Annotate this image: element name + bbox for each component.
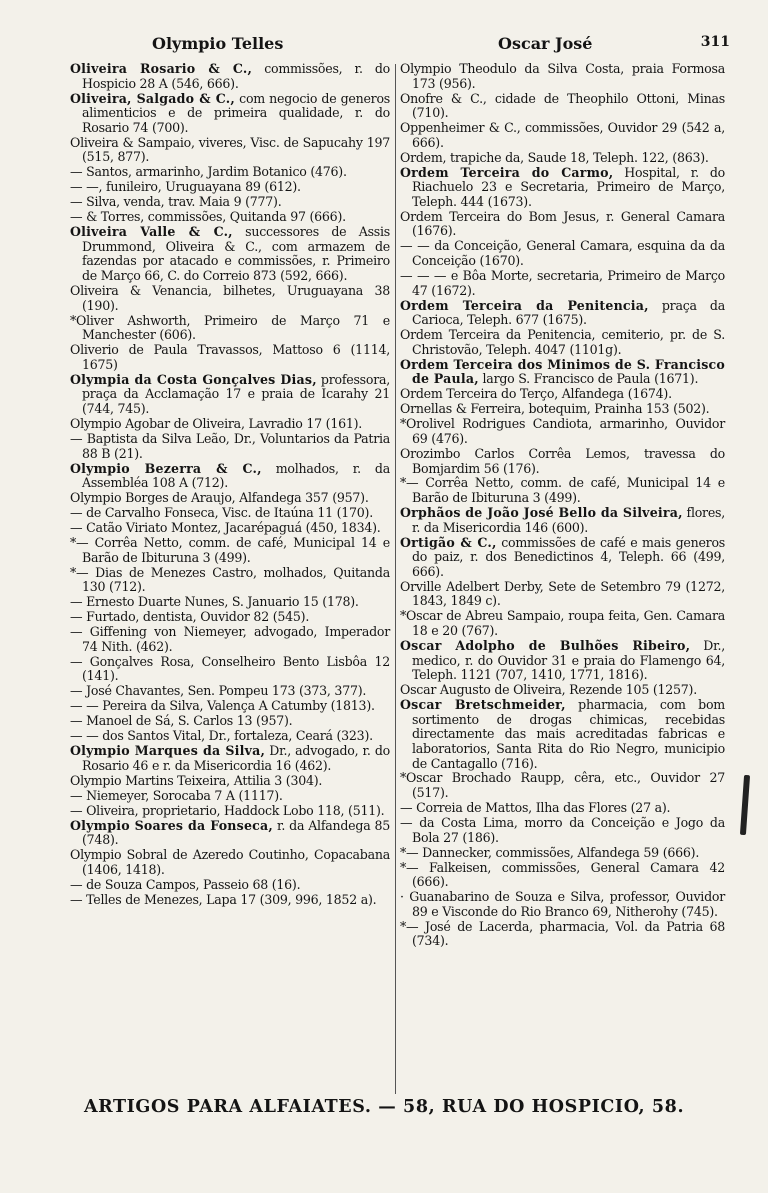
entry-text: · Guanabarino de Souza e Silva, professor, Ouvidor 89 e Visconde do Rio Branco 69, Nitherohy (745).	[400, 889, 725, 919]
entry-text: — José Chavantes, Sen. Pompeu 173 (373, 377).	[70, 683, 367, 699]
entry-text: Olympio Sobral de Azeredo Coutinho, Copacabana (1406, 1418).	[70, 847, 390, 877]
directory-entry	[70, 819, 390, 848]
directory-entry	[70, 180, 390, 195]
header-left-entry: Olympio Telles	[152, 34, 284, 53]
directory-entry	[400, 121, 725, 150]
entry-name: Oliveira Valle & C.,	[70, 224, 233, 240]
entry-text: *— Corrêa Netto, comm. de café, Municipal 14 e Barão de Ibituruna 3 (499).	[70, 535, 390, 565]
directory-entry	[70, 284, 390, 313]
entry-text: — & Torres, commissões, Quitanda 97 (666).	[70, 209, 346, 225]
entry-text: Ordem Terceira da Penitencia, cemiterio, pr. de S. Christovão, Teleph. 4047 (1101g).	[400, 327, 725, 357]
directory-entry	[400, 609, 725, 638]
entry-text: commissões, r. do Hospicio 28 A (546, 666).	[82, 61, 390, 91]
entry-text: Dr., medico, r. do Ouvidor 31 e praia do Flamengo 64, Teleph. 1121 (707, 1410, 1771, 1816).	[412, 637, 726, 683]
entry-text: — Manoel de Sá, S. Carlos 13 (957).	[70, 713, 293, 729]
directory-entry	[400, 387, 725, 402]
entry-text: *— Dannecker, commissões, Alfandega 59 (666).	[400, 844, 700, 860]
entry-name: Olympio Bezerra & C.,	[70, 460, 262, 476]
directory-entry	[400, 92, 725, 121]
directory-entry	[70, 165, 390, 180]
directory-entry	[70, 566, 390, 595]
directory-entry	[70, 343, 390, 372]
entry-name: Ordem Terceira dos Minimos de S. Francisco de Paula,	[400, 356, 725, 387]
directory-entry	[70, 789, 390, 804]
margin-ink-mark	[740, 775, 750, 835]
entry-name: Olympia da Costa Gonçalves Dias,	[70, 371, 317, 387]
directory-entry	[70, 462, 390, 491]
entry-text: — Santos, armarinho, Jardim Botanico (476).	[70, 164, 347, 180]
directory-entry	[70, 506, 390, 521]
directory-entry	[400, 816, 725, 845]
directory-entry	[400, 239, 725, 268]
directory-columns	[70, 62, 732, 1092]
column-divider	[395, 64, 396, 1094]
directory-entry	[70, 744, 390, 773]
entry-text: com negocio de generos alimenticios e de primeira qualidade, r. do Rosario 74 (700).	[82, 90, 390, 135]
entry-text: — Niemeyer, Sorocaba 7 A (1117).	[70, 787, 283, 803]
entry-text: Oscar Augusto de Oliveira, Rezende 105 (1257).	[400, 682, 697, 698]
directory-entry	[70, 491, 390, 506]
entry-name: Ordem Terceira do Carmo,	[400, 164, 614, 180]
directory-entry	[70, 595, 390, 610]
entry-text: — Furtado, dentista, Ouvidor 82 (545).	[70, 609, 310, 625]
entry-text: — — da Conceição, General Camara, esquina da da Conceição (1670).	[400, 238, 725, 269]
directory-entry	[400, 580, 725, 609]
directory-entry	[400, 402, 725, 417]
entry-text: Olympio Borges de Araujo, Alfandega 357 (957).	[70, 490, 369, 506]
entry-text: Orozimbo Carlos Corrêa Lemos, travessa do Bomjardim 56 (176).	[400, 445, 725, 476]
entry-text: *— Falkeisen, commissões, General Camara 42 (666).	[400, 859, 725, 890]
directory-entry	[400, 771, 725, 800]
entry-text: — Gonçalves Rosa, Conselheiro Bento Lisbôa 12 (141).	[70, 653, 390, 684]
directory-entry	[70, 62, 390, 91]
entry-text: *— Dias de Menezes Castro, molhados, Quitanda 130 (712).	[70, 564, 390, 595]
entry-text: Orville Adelbert Derby, Sete de Setembro 79 (1272, 1843, 1849 c).	[400, 578, 725, 609]
entry-text: Oliverio de Paula Travassos, Mattoso 6 (1114, 1675)	[70, 342, 390, 372]
directory-entry	[70, 373, 390, 417]
directory-entry	[70, 536, 390, 565]
entry-text: *— Corrêa Netto, comm. de café, Municipal 14 e Barão de Ibituruna 3 (499).	[400, 475, 725, 506]
directory-entry	[70, 655, 390, 684]
entry-name: Oscar Adolpho de Bulhões Ribeiro,	[400, 637, 691, 653]
directory-entry	[400, 358, 725, 387]
entry-text: — de Souza Campos, Passeio 68 (16).	[70, 876, 301, 892]
entry-text: — Oliveira, proprietario, Haddock Lobo 118, (511).	[70, 802, 385, 818]
entry-text: *Oscar de Abreu Sampaio, roupa feita, Gen. Camara 18 e 20 (767).	[400, 608, 725, 638]
entry-name: Oscar Bretschmeider,	[400, 697, 566, 713]
entry-text: — Correia de Mattos, Ilha das Flores (27 a).	[400, 800, 671, 816]
directory-entry	[70, 521, 390, 536]
directory-entry	[400, 269, 725, 298]
entry-text: Ornellas & Ferreira, botequim, Prainha 153 (502).	[400, 401, 710, 417]
entry-text: — Catão Viriato Montez, Jacarépaguá (450, 1834).	[70, 520, 381, 536]
entry-text: — Giffening von Niemeyer, advogado, Imperador 74 Nith. (462).	[70, 624, 390, 654]
directory-entry	[70, 774, 390, 789]
entry-text: Olympio Martins Teixeira, Attilia 3 (304).	[70, 772, 323, 788]
directory-entry	[70, 432, 390, 461]
directory-entry	[400, 801, 725, 816]
entry-text: r. da Alfandega 85 (748).	[82, 817, 390, 848]
directory-entry	[70, 136, 390, 165]
directory-entry	[400, 62, 725, 91]
footer-advertisement: ARTIGOS PARA ALFAIATES. — 58, RUA DO HOSPICIO, 58.	[84, 1097, 685, 1117]
directory-entry	[70, 878, 390, 893]
entry-text: — Telles de Menezes, Lapa 17 (309, 996, 1852 a).	[70, 891, 377, 907]
directory-entry	[400, 417, 725, 446]
directory-entry	[400, 299, 725, 328]
directory-entry	[400, 639, 725, 683]
entry-text: — —, funileiro, Uruguayana 89 (612).	[70, 179, 301, 195]
entry-text: — da Costa Lima, morro da Conceição e Jogo da Bola 27 (186).	[400, 815, 725, 845]
directory-entry	[70, 610, 390, 625]
directory-entry	[70, 195, 390, 210]
entry-text: *Orolivel Rodrigues Candiota, armarinho, Ouvidor 69 (476).	[400, 416, 725, 446]
entry-name: Oliveira Rosario & C.,	[70, 61, 253, 76]
entry-text: largo S. Francisco de Paula (1671).	[478, 371, 699, 387]
entry-text: — Baptista da Silva Leão, Dr., Voluntarios da Patria 88 B (21).	[70, 430, 390, 461]
directory-entry	[400, 846, 725, 861]
entry-text: pharmacia, com bom sortimento de drogas chimicas, recebidas directamente das mais acreditadas fabricas e laboratorios, Santa Rita do Rio Negro, municipio de Cantagallo (716).	[412, 697, 725, 771]
entry-text: molhados, r. da Assembléa 108 A (712).	[82, 460, 390, 491]
entry-text: — Silva, venda, trav. Maia 9 (777).	[70, 194, 282, 210]
entry-text: *Oscar Brochado Raupp, cêra, etc., Ouvidor 27 (517).	[400, 770, 725, 801]
entry-text: Oliveira & Sampaio, viveres, Visc. de Sapucahy 197 (515, 877).	[70, 134, 390, 165]
entry-name: Olympio Marques da Silva,	[70, 743, 266, 759]
entry-text: Hospital, r. do Riachuelo 23 e Secretaria, Primeiro de Março, Teleph. 444 (1673).	[412, 164, 725, 209]
left-column	[70, 62, 390, 908]
entry-text: — — dos Santos Vital, Dr., fortaleza, Ceará (323).	[70, 728, 373, 744]
entry-text: professora, praça da Acclamação 17 e praia de Icarahy 21 (744, 745).	[82, 371, 390, 416]
entry-text: Oliveira & Venancia, bilhetes, Uruguayana 38 (190).	[70, 283, 390, 313]
directory-entry	[70, 714, 390, 729]
directory-entry	[400, 476, 725, 505]
directory-entry	[400, 210, 725, 239]
directory-entry	[400, 166, 725, 210]
directory-entry	[70, 314, 390, 343]
directory-entry	[400, 151, 725, 166]
entry-text: *Oliver Ashworth, Primeiro de Março 71 e Manchester (606).	[70, 312, 390, 343]
entry-name: Ortigão & C.,	[400, 534, 497, 550]
directory-entry	[70, 625, 390, 654]
directory-entry	[70, 684, 390, 699]
directory-entry	[70, 699, 390, 714]
directory-entry	[70, 893, 390, 908]
directory-entry	[70, 804, 390, 819]
directory-entry	[70, 848, 390, 877]
entry-text: Oppenheimer & C., commissões, Ouvidor 29 (542 a, 666).	[400, 120, 725, 150]
directory-entry	[400, 536, 725, 580]
entry-name: Ordem Terceira da Penitencia,	[400, 297, 649, 313]
entry-text: — de Carvalho Fonseca, Visc. de Itaúna 11 (170).	[70, 505, 373, 521]
entry-text: — — — e Bôa Morte, secretaria, Primeiro de Março 47 (1672).	[400, 268, 725, 298]
entry-text: Ordem, trapiche da, Saude 18, Teleph. 122, (863).	[400, 149, 709, 165]
entry-text: flores, r. da Misericordia 146 (600).	[412, 505, 726, 535]
entry-text: commissões de café e mais generos do paiz, r. dos Benedictinos 4, Teleph. 66 (499, 666).	[412, 534, 725, 579]
entry-text: *— José de Lacerda, pharmacia, Vol. da Patria 68 (734).	[400, 918, 725, 949]
entry-text: Ordem Terceira do Terço, Alfandega (1674).	[400, 386, 672, 402]
right-column	[400, 62, 725, 949]
directory-entry	[400, 698, 725, 771]
entry-name: Oliveira, Salgado & C.,	[70, 90, 235, 106]
directory-entry	[400, 920, 725, 949]
directory-entry	[400, 447, 725, 476]
directory-entry	[400, 861, 725, 890]
directory-entry	[70, 729, 390, 744]
directory-entry	[400, 506, 725, 535]
page-header	[40, 30, 728, 58]
directory-entry	[70, 225, 390, 283]
header-right-entry: Oscar José	[498, 34, 593, 53]
entry-text: Olympio Theodulo da Silva Costa, praia Formosa 173 (956).	[400, 61, 725, 91]
directory-entry	[400, 683, 725, 698]
entry-text: Dr., advogado, r. do Rosario 46 e r. da Misericordia 16 (462).	[82, 743, 390, 773]
entry-name: Olympio Soares da Fonseca,	[70, 817, 273, 833]
page-number: 311	[700, 34, 730, 50]
directory-entry	[400, 890, 725, 919]
entry-text: — — Pereira da Silva, Valença A Catumby (1813).	[70, 698, 375, 714]
directory-entry	[70, 210, 390, 225]
entry-text: successores de Assis Drummond, Oliveira & C., com armazem de fazendas por atacado e commissões, r. Primeiro de Março 66, C. do Correio 873 (592, 666).	[82, 224, 390, 284]
directory-entry	[70, 92, 390, 136]
directory-entry	[400, 328, 725, 357]
entry-text: Olympio Agobar de Oliveira, Lavradio 17 (161).	[70, 415, 363, 431]
entry-text: Onofre & C., cidade de Theophilo Ottoni, Minas (710).	[400, 90, 725, 121]
entry-text: praça da Carioca, Teleph. 677 (1675).	[412, 297, 725, 328]
entry-text: Ordem Terceira do Bom Jesus, r. General Camara (1676).	[400, 208, 725, 239]
entry-name: Orphãos de João José Bello da Silveira,	[400, 505, 683, 521]
directory-entry	[70, 417, 390, 432]
entry-text: — Ernesto Duarte Nunes, S. Januario 15 (178).	[70, 594, 359, 610]
